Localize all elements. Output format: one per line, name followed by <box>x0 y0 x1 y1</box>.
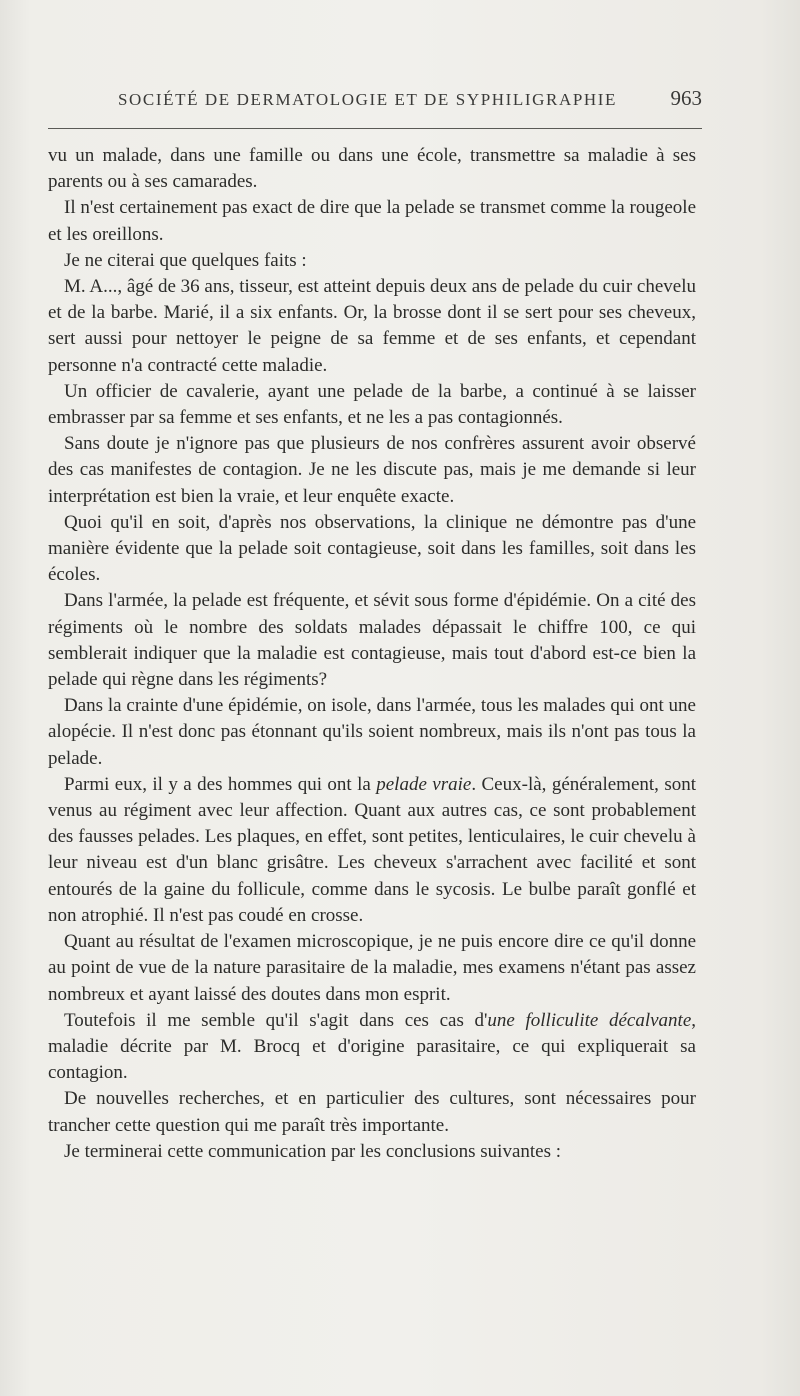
paragraph: Quoi qu'il en soit, d'après nos observations, la clinique ne démontre pas d'une manière évidente que la pelade soit contagieuse, soit dans les familles, soit dans les écoles. <box>48 511 696 586</box>
running-title: SOCIÉTÉ DE DERMATOLOGIE ET DE SYPHILIGRAPHIE <box>118 90 618 109</box>
paragraph: Dans l'armée, la pelade est fréquente, et sévit sous forme d'épidémie. On a cité des régiments où le nombre des soldats malades dépassait le chiffre 100, ce qui semblerait indiquer que la maladie est contagieuse, mais tout d'abord est-ce bien la pelade qui règne dans les régiments? <box>48 590 696 691</box>
header-rule <box>48 128 702 129</box>
paragraph: Je terminerai cette communication par les conclusions suivantes : <box>64 1140 562 1162</box>
paragraph: Un officier de cavalerie, ayant une pelade de la barbe, a continué à se laisser embrasser par sa femme et ses enfants, et ne les a pas contagionnés. <box>48 380 696 429</box>
paragraph: vu un malade, dans une famille ou dans une école, transmettre sa maladie à ses parents ou à ses camarades. <box>48 145 696 193</box>
italic-term: une folliculite décalvante <box>487 1009 692 1031</box>
italic-term: pelade vraie <box>376 773 472 795</box>
text-run: Parmi eux, il y a des hommes qui ont la <box>64 773 377 795</box>
body-text <box>48 143 696 1165</box>
page-number: 963 <box>670 86 702 110</box>
paragraph: Il n'est certainement pas exact de dire que la pelade se transmet comme la rougeole et les oreillons. <box>48 197 696 245</box>
paragraph <box>48 1008 696 1087</box>
text-run: Toutefois il me semble qu'il s'agit dans ces cas d' <box>64 1009 488 1031</box>
text-run: . Ceux-là, généralement, sont venus au régiment avec leur affection. Quant aux autres cas, ce sont probablement des fausses pelades. Les plaques, en effet, sont petites, lenticulaires, le cuir chevelu à leur niveau est d'un blanc grisâtre. Les cheveux s'arrachent avec facilité et sont entourés de la gaine du follicule, comme dans le sycosis. Le bulbe paraît gonflé et non atrophié. Il n'est pas coudé en crosse. <box>48 773 696 926</box>
paragraph: Dans la crainte d'une épidémie, on isole, dans l'armée, tous les malades qui ont une alopécie. Il n'est donc pas étonnant qu'ils soient nombreux, mais ils n'ont pas tous la pelade. <box>48 695 696 769</box>
paragraph: Je ne citerai que quelques faits : <box>64 249 307 271</box>
paragraph: Sans doute je n'ignore pas que plusieurs de nos confrères assurent avoir observé des cas manifestes de contagion. Je ne les discute pas, mais je me demande si leur interprétation est bien la vraie, et leur enquête exacte. <box>48 433 696 507</box>
paragraph: De nouvelles recherches, et en particulier des cultures, sont nécessaires pour trancher cette question qui me paraît très importante. <box>48 1088 696 1136</box>
text-run: , maladie décrite par M. Brocq et d'origine parasitaire, ce qui expliquerait sa contagion. <box>48 1009 696 1084</box>
paragraph <box>48 772 696 929</box>
paragraph: M. A..., âgé de 36 ans, tisseur, est atteint depuis deux ans de pelade du cuir chevelu et de la barbe. Marié, il a six enfants. Or, la brosse dont il se sert pour ses cheveux, sert aussi pour nettoyer le peigne de sa femme et de ses enfants, et cependant personne n'a contracté cette maladie. <box>48 276 696 376</box>
paragraph: Quant au résultat de l'examen microscopique, je ne puis encore dire ce qu'il donne au point de vue de la nature parasitaire de la maladie, mes examens n'étant pas assez nombreux et ayant laissé des doutes dans mon esprit. <box>48 931 696 1005</box>
running-header <box>118 86 702 116</box>
